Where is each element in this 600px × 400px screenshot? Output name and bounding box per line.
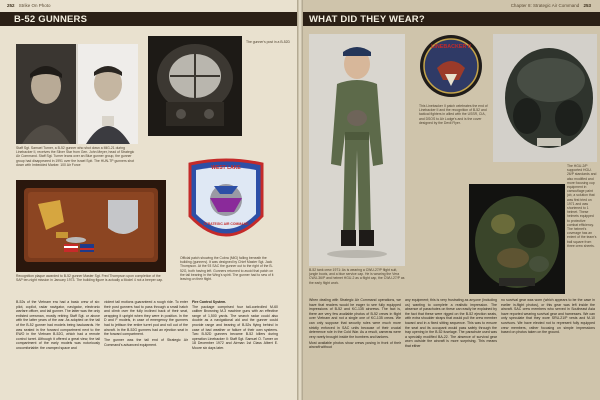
caption-patch: Official patch showing the Cobra (MiG) falling beneath the building (gunners). It was designed by Chief Master Sgt. Jack Thompson. At the 93 SAC the gunner out to the right of the B-52G, both having left. Gunners returned to avoid that patch on the tail bearing in the Wing's spirit. The gunner had to sew of it leaving on their flight. [180, 256, 274, 282]
left-body-col-2 [104, 300, 188, 396]
crew-photo-image [16, 44, 138, 144]
plaque-image [16, 180, 166, 272]
right-body-col-2 [405, 298, 497, 396]
caption-crew-photos: Staff Sgt. Samuel Turner, a B-52 gunner who shot down a MiG-21 during Linebacker II, receives the Silver Star from Gen. John Meyer, head of Strategic Air Command. Staff Sgt. Turner leans over an Blue gunner group, the gunner group had disappeared in 1991 over the Israel Spit. The HUN-TP gunners shot down with Imbedded Marker. 100 Air Force [16, 146, 135, 167]
caption-helmet: The HGU-2/P supported HGU-26/P standards and also modified and more focusing cup equipment in camouflage paint job, a solution that was first tried on 1971 and was shortened to 1 helmet. These helmets equipped to protective combat efficiency. The helmet's coverage has an extent of the team's ball square from three crew sheets. [567, 164, 597, 248]
left-running-head [4, 3, 51, 8]
patch-text-bottom: STRATEGIC AIR COMMAND [203, 222, 249, 226]
helmet-top-image [493, 34, 597, 162]
caption-linebacker-patch: This Linebacker II patch celebrates the end of Linebacker II and the recognition of B-52 and tactical fighters in allied with the USSR, CIA, and DSOS to Air Lodge's and is the cover designed by the Devil Flyer. [419, 104, 488, 125]
right-page-number: 253 [583, 3, 591, 8]
right-body-col-1-text: When dealing with Strategic Air Command operations, we have that readers would be eager to see fully equipped impressions of B-52 and KC-135 aircrews. The fact is, there are very few available photos of B-52 crews in flight over Vietnam and not a single one of KC-135 crews. We can only suppose that security rules were much more strictly enforced in SAC units because of their crucial deterrence role in the Cold War. As a result, cameras were very rarely brought inside the bombers and tankers. [309, 298, 401, 339]
left-body-col-3-text: The package comprised four tail-controlled M-60 caliber Browning M-3 machine guns with an effective range of 1,500 yards. The search radar could also double as a navigational aid and the gunner could provide range and bearing of B-52s flying behind in case of bad weather or failure of their own systems. Two B-52D gunners became B-52 killers during operation Linebacker II: Staff Sgt. Samuel O. Turner on 18 December 1972 and Airman 1st Class Albert E. Moore six days later. [192, 304, 278, 350]
gunner-station-image [148, 36, 242, 136]
right-body-col-1-text-b: Most available photos show crews posing in front of their aircraft without [309, 340, 401, 350]
crew-photo-frame [16, 44, 138, 144]
caption-plaque: Recognition plaque awarded to B-52 gunner Master Sgt. Fred Thompson upon completion of the SAP ten-night mission in January 1973. The building figure is actually a Model 4 not a beeper cap. [16, 274, 164, 283]
helmet-bottom-image [469, 184, 565, 294]
linebacker-patch [419, 34, 483, 98]
right-running-head-title: Chapter 8: Strategic Air Command [510, 3, 580, 8]
helmet-photo-top [493, 34, 597, 162]
right-running-head [511, 3, 594, 8]
left-page-number: 252 [7, 3, 15, 8]
left-section-title: B-52 GUNNERS [14, 14, 88, 25]
left-body-col-2-text: violent tail motions guaranteed a rough ride. To enter their post gunners had to pass through a small hatch and climb over the fully inclined back of their seat, wrapping it upright when they were in position. In the D and F models, in case of emergency the gunners had to jettison the entire turret pod and roll out of the aircraft. In the B-52G gunners had an ejection seat in the forward compartment. [104, 300, 188, 337]
right-section-banner [303, 12, 600, 26]
gunner-station-photo [148, 36, 242, 136]
mannequin-photo [309, 34, 405, 266]
west-lake-patch-image [184, 158, 268, 250]
right-body-col-3-text: no survival gear was worn (which appears to be the case in earlier in-flight photos), or this gear was left inside the aircraft. SAC crew members who served in Southeast Asia have reported wearing survival gear and harnesses. We can only speculate that they wore SRU-21/P vests and M-10 survivors. We have elected not to represent fully equipped crew members, rather focusing on simple impressions based on photos taken on the ground. [501, 298, 595, 335]
left-section-banner [0, 12, 297, 26]
caption-gunner-station: The gunner's post in a B-52D [246, 40, 290, 44]
helmet-photo-bottom [469, 184, 565, 294]
west-lake-patch [184, 158, 268, 250]
left-body-col-3-heading: Fire Control System. [192, 300, 227, 304]
left-body-col-2-text-b: The gunner was the tail end of Strategic Air Command's advanced equipment. [104, 337, 188, 347]
mannequin-image [309, 34, 405, 266]
left-body-col-3 [192, 300, 278, 396]
left-page [0, 0, 297, 400]
patch-text-top: WEST LAKE [211, 165, 241, 171]
caption-mannequin: B-52 tank crew 1971: As is wearing a CWU-27/P flight suit, jungle boots, and a blue service cap. He is wearing the Vera CWU-36/P and helmet HGU-2 as a flight cap, the CWU-27/P as the early flight work. [309, 268, 405, 285]
left-running-head-title: Strike On Photo [18, 3, 51, 8]
right-page [303, 0, 600, 400]
left-body-col-1 [16, 300, 100, 396]
right-section-title: WHAT DID THEY WEAR? [309, 14, 425, 25]
right-body-col-2-text: any equipment; this is very frustrating as anyone (including us) wanting to complete a realistic impression. The absence of parachutes on these can easily be explained by the fact that these were rigged on the B-52 ejection seats, with extra shoulder straps that would pull the crew member toward and in a fixed sitting sequence. This was to ensure the seat and its occupant would pass safely through the trap opening in the B-52 fuselage. The parachute used was a specially modified BA-22. The absence of survival gear worn outside the aircraft is more surprising. This means that either [405, 298, 497, 348]
right-body-col-1 [309, 298, 401, 396]
plaque-photo [16, 180, 166, 272]
linebacker-patch-text: LINEBACKER II [431, 44, 471, 50]
right-body-col-3 [501, 298, 595, 396]
left-body-col-1-text: B-52s of the Vietnam era had a basic crew of six: pilot, copilot, radar navigator, navigator, electronic warfare officer, and tail gunner. The latter was the only enlisted crewman, mostly retiring Staff Sgt. or above with the latter years of the war. As adopted on the tail of the B-52 gunner had models being backwards. He was seated in the forward compartment next to the EWO in the Vietnam B-52G, which had a remote control turret. Although it offered a great view, the tail compartment of the early models was notoriously uncomfortable: the cramped space and [16, 300, 100, 350]
